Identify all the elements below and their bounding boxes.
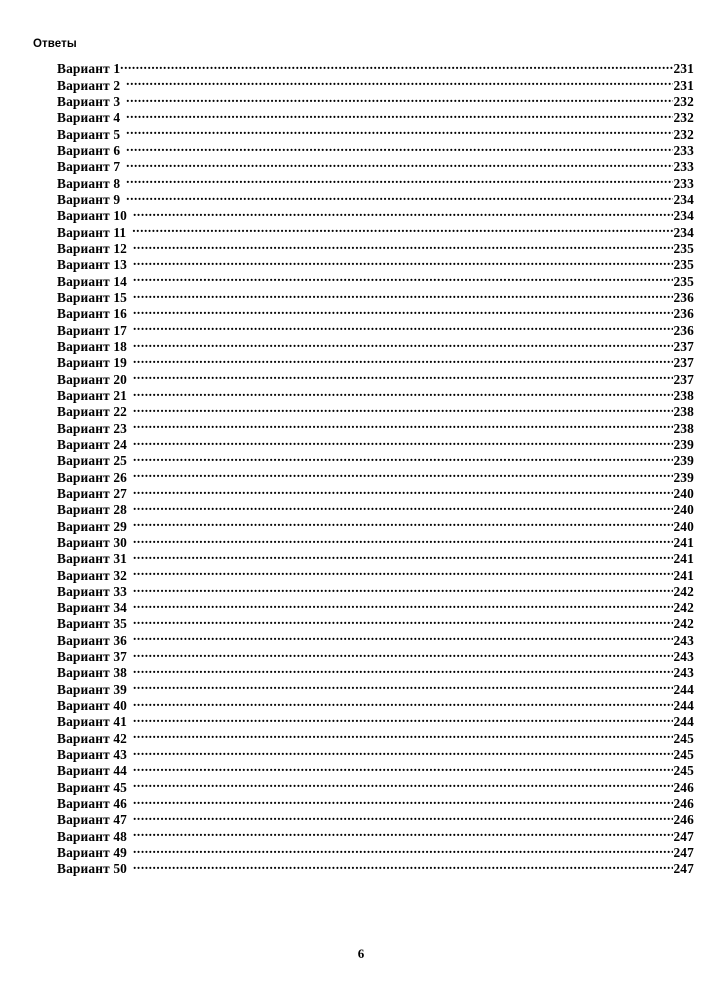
dot-leader [126, 171, 673, 187]
toc-entry-label: Вариант 35 [57, 616, 128, 632]
dot-leader [133, 792, 673, 808]
dot-leader [126, 106, 673, 122]
toc-entry-label: Вариант 42 [57, 730, 128, 746]
section-heading: Ответы [33, 38, 77, 50]
toc-entry[interactable] [57, 792, 694, 812]
dot-leader [133, 384, 673, 400]
toc-entry-page-number: 232 [673, 126, 694, 142]
dot-leader [133, 563, 673, 579]
dot-leader [133, 824, 673, 840]
toc-entry-label: Вариант 49 [57, 845, 128, 861]
toc-entry[interactable] [57, 400, 694, 420]
dot-leader [133, 318, 673, 334]
toc-entry-page-number: 239 [673, 469, 694, 485]
toc-entry[interactable] [57, 318, 694, 338]
dot-leader [133, 628, 673, 644]
toc-entry[interactable] [57, 775, 694, 795]
toc-entry-label: Вариант 20 [57, 371, 128, 387]
dot-leader [133, 416, 673, 432]
toc-entry-label: Вариант 18 [57, 338, 128, 354]
toc-entry-label: Вариант 6 [57, 142, 121, 158]
toc-entry-page-number: 232 [673, 93, 694, 109]
toc-entry-page-number: 236 [673, 289, 694, 305]
dot-leader [133, 677, 673, 693]
toc-entry-label: Вариант 41 [57, 714, 128, 730]
toc-entry-page-number: 243 [673, 632, 694, 648]
toc-entry-label: Вариант 32 [57, 567, 128, 583]
toc-entry-label: Вариант 48 [57, 828, 128, 844]
toc-entry-page-number: 234 [673, 208, 694, 224]
page-folio-number: 6 [357, 946, 365, 961]
toc-entry-label: Вариант 29 [57, 518, 128, 534]
toc-entry-label: Вариант 19 [57, 355, 128, 371]
toc-entry[interactable] [57, 237, 694, 256]
toc-entry-label: Вариант 40 [57, 698, 128, 714]
toc-entry-page-number: 240 [673, 518, 694, 534]
toc-entry[interactable] [57, 726, 694, 746]
toc-entry-label: Вариант 9 [57, 191, 121, 207]
toc-entry[interactable] [57, 710, 694, 730]
dot-leader [126, 122, 673, 138]
toc-entry-page-number: 236 [673, 322, 694, 338]
toc-entry-label: Вариант 37 [57, 649, 128, 665]
toc-entry-label: Вариант 38 [57, 665, 128, 681]
toc-entry-label: Вариант 24 [57, 436, 128, 452]
toc-entry-label: Вариант 27 [57, 485, 128, 501]
dot-leader [133, 743, 673, 759]
toc-entry-label: Вариант 47 [57, 812, 128, 828]
dot-leader [133, 547, 673, 563]
dot-leader [126, 139, 673, 155]
dot-leader [133, 612, 673, 628]
toc-entry-label: Вариант 33 [57, 583, 128, 599]
toc-entry-page-number: 238 [673, 420, 694, 436]
toc-entry-label: Вариант 1 [57, 61, 121, 77]
toc-entry-page-number: 235 [673, 240, 694, 256]
toc-entry-page-number: 232 [673, 110, 694, 126]
dot-leader [133, 204, 673, 220]
toc-entry[interactable] [57, 465, 694, 485]
dot-leader [133, 449, 673, 465]
toc-entry[interactable] [57, 155, 694, 175]
toc-entry[interactable] [57, 759, 694, 779]
toc-entry[interactable] [57, 482, 694, 501]
toc-entry[interactable] [57, 253, 694, 273]
toc-entry[interactable] [57, 351, 694, 371]
toc-entry-page-number: 247 [673, 845, 694, 861]
toc-entry[interactable] [57, 514, 694, 534]
toc-entry-page-number: 235 [673, 273, 694, 289]
dot-leader [133, 351, 673, 367]
dot-leader [133, 367, 673, 383]
toc-entry[interactable] [57, 73, 694, 93]
dot-leader [133, 237, 673, 253]
toc-entry-page-number: 239 [673, 436, 694, 452]
dot-leader [120, 57, 673, 73]
table-of-contents [57, 57, 694, 877]
toc-entry-label: Вариант 45 [57, 779, 128, 795]
toc-entry-page-number: 240 [673, 502, 694, 518]
toc-entry-label: Вариант 43 [57, 747, 128, 763]
toc-entry-label: Вариант 8 [57, 175, 121, 191]
toc-entry[interactable] [57, 220, 694, 240]
toc-entry-label: Вариант 15 [57, 289, 128, 305]
toc-entry-page-number: 231 [673, 77, 694, 93]
toc-entry-label: Вариант 5 [57, 126, 121, 142]
dot-leader [126, 188, 673, 204]
toc-entry-page-number: 234 [673, 224, 694, 240]
toc-entry-page-number: 237 [673, 371, 694, 387]
toc-entry-label: Вариант 14 [57, 273, 128, 289]
toc-entry-page-number: 241 [673, 551, 694, 567]
toc-entry[interactable] [57, 90, 694, 109]
toc-entry[interactable] [57, 808, 694, 828]
toc-entry[interactable] [57, 857, 694, 877]
toc-entry[interactable] [57, 367, 694, 387]
toc-entry-page-number: 243 [673, 649, 694, 665]
toc-entry-label: Вариант 10 [57, 208, 128, 224]
dot-leader [133, 498, 673, 514]
dot-leader [133, 808, 673, 824]
toc-entry-page-number: 241 [673, 534, 694, 550]
toc-entry[interactable] [57, 628, 694, 648]
toc-entry[interactable] [57, 677, 694, 697]
toc-entry-page-number: 242 [673, 583, 694, 599]
toc-entry[interactable] [57, 661, 694, 681]
toc-entry-label: Вариант 7 [57, 159, 121, 175]
toc-entry[interactable] [57, 449, 694, 469]
toc-entry-label: Вариант 31 [57, 551, 128, 567]
dot-leader [133, 710, 673, 726]
toc-entry-label: Вариант 44 [57, 763, 128, 779]
dot-leader [133, 269, 673, 285]
dot-leader [133, 775, 673, 791]
toc-entry-label: Вариант 30 [57, 534, 128, 550]
toc-entry[interactable] [57, 531, 694, 550]
toc-entry[interactable] [57, 269, 694, 289]
dot-leader [133, 841, 673, 857]
toc-entry-label: Вариант 46 [57, 796, 128, 812]
dot-leader [133, 400, 673, 416]
toc-entry-page-number: 244 [673, 714, 694, 730]
dot-leader [126, 73, 673, 89]
toc-entry-page-number: 238 [673, 404, 694, 420]
dot-leader [133, 531, 673, 547]
toc-entry-page-number: 234 [673, 191, 694, 207]
toc-entry-label: Вариант 50 [57, 861, 128, 877]
dot-leader [133, 253, 673, 269]
toc-entry-page-number: 236 [673, 306, 694, 322]
toc-entry-page-number: 245 [673, 763, 694, 779]
toc-entry[interactable] [57, 498, 694, 518]
dot-leader [133, 596, 673, 612]
toc-entry-label: Вариант 17 [57, 322, 128, 338]
toc-entry-page-number: 244 [673, 681, 694, 697]
toc-entry-page-number: 242 [673, 616, 694, 632]
toc-entry-page-number: 246 [673, 779, 694, 795]
dot-leader [126, 90, 673, 106]
toc-entry-label: Вариант 28 [57, 502, 128, 518]
toc-entry[interactable] [57, 824, 694, 844]
toc-entry-page-number: 245 [673, 747, 694, 763]
toc-entry[interactable] [57, 433, 694, 452]
toc-entry[interactable] [57, 645, 694, 665]
toc-entry-page-number: 238 [673, 387, 694, 403]
dot-leader [133, 645, 673, 661]
toc-entry-label: Вариант 25 [57, 453, 128, 469]
dot-leader [133, 482, 673, 498]
toc-entry[interactable] [57, 171, 694, 191]
dot-leader [133, 433, 673, 449]
toc-entry-page-number: 233 [673, 175, 694, 191]
dot-leader [133, 465, 673, 481]
toc-entry-label: Вариант 3 [57, 93, 121, 109]
dot-leader [126, 155, 673, 171]
toc-entry-page-number: 246 [673, 812, 694, 828]
toc-entry-page-number: 240 [673, 485, 694, 501]
toc-entry-page-number: 243 [673, 665, 694, 681]
toc-entry[interactable] [57, 139, 694, 158]
toc-entry[interactable] [57, 694, 694, 714]
toc-entry-page-number: 231 [673, 61, 694, 77]
dot-leader [133, 759, 673, 775]
toc-entry[interactable] [57, 188, 694, 207]
dot-leader [133, 335, 673, 351]
toc-entry[interactable] [57, 204, 694, 224]
dot-leader [133, 286, 673, 302]
toc-entry[interactable] [57, 302, 694, 322]
toc-entry-label: Вариант 21 [57, 387, 128, 403]
toc-entry[interactable] [57, 416, 694, 436]
toc-entry-label: Вариант 22 [57, 404, 128, 420]
dot-leader [133, 580, 673, 596]
toc-entry-label: Вариант 39 [57, 681, 128, 697]
toc-entry-page-number: 233 [673, 159, 694, 175]
toc-entry-label: Вариант 23 [57, 420, 128, 436]
toc-entry-page-number: 241 [673, 567, 694, 583]
toc-entry-label: Вариант 26 [57, 469, 128, 485]
dot-leader [133, 857, 673, 873]
dot-leader [132, 220, 673, 236]
toc-entry[interactable] [57, 335, 694, 354]
dot-leader [133, 514, 673, 530]
toc-entry-label: Вариант 36 [57, 632, 128, 648]
toc-entry-page-number: 242 [673, 600, 694, 616]
dot-leader [133, 726, 673, 742]
dot-leader [133, 661, 673, 677]
toc-entry[interactable] [57, 743, 694, 763]
toc-entry[interactable] [57, 57, 694, 77]
toc-entry-page-number: 246 [673, 796, 694, 812]
dot-leader [133, 302, 673, 318]
toc-entry-label: Вариант 11 [57, 224, 127, 240]
toc-entry[interactable] [57, 596, 694, 616]
toc-entry-label: Вариант 34 [57, 600, 128, 616]
toc-entry[interactable] [57, 106, 694, 126]
toc-entry-page-number: 237 [673, 355, 694, 371]
toc-entry-label: Вариант 4 [57, 110, 121, 126]
toc-entry[interactable] [57, 547, 694, 567]
toc-entry-page-number: 244 [673, 698, 694, 714]
toc-entry-label: Вариант 16 [57, 306, 128, 322]
toc-entry[interactable] [57, 612, 694, 632]
toc-entry-page-number: 247 [673, 861, 694, 877]
toc-entry-page-number: 239 [673, 453, 694, 469]
toc-entry-label: Вариант 12 [57, 240, 128, 256]
toc-entry-label: Вариант 2 [57, 77, 121, 93]
dot-leader [133, 694, 673, 710]
toc-entry[interactable] [57, 580, 694, 599]
toc-entry-page-number: 233 [673, 142, 694, 158]
toc-entry[interactable] [57, 563, 694, 583]
toc-entry-label: Вариант 13 [57, 257, 128, 273]
toc-entry-page-number: 245 [673, 730, 694, 746]
toc-entry[interactable] [57, 286, 694, 305]
toc-entry[interactable] [57, 122, 694, 142]
toc-entry-page-number: 235 [673, 257, 694, 273]
toc-entry[interactable] [57, 384, 694, 403]
toc-entry-page-number: 237 [673, 338, 694, 354]
toc-entry-page-number: 247 [673, 828, 694, 844]
toc-entry[interactable] [57, 841, 694, 861]
